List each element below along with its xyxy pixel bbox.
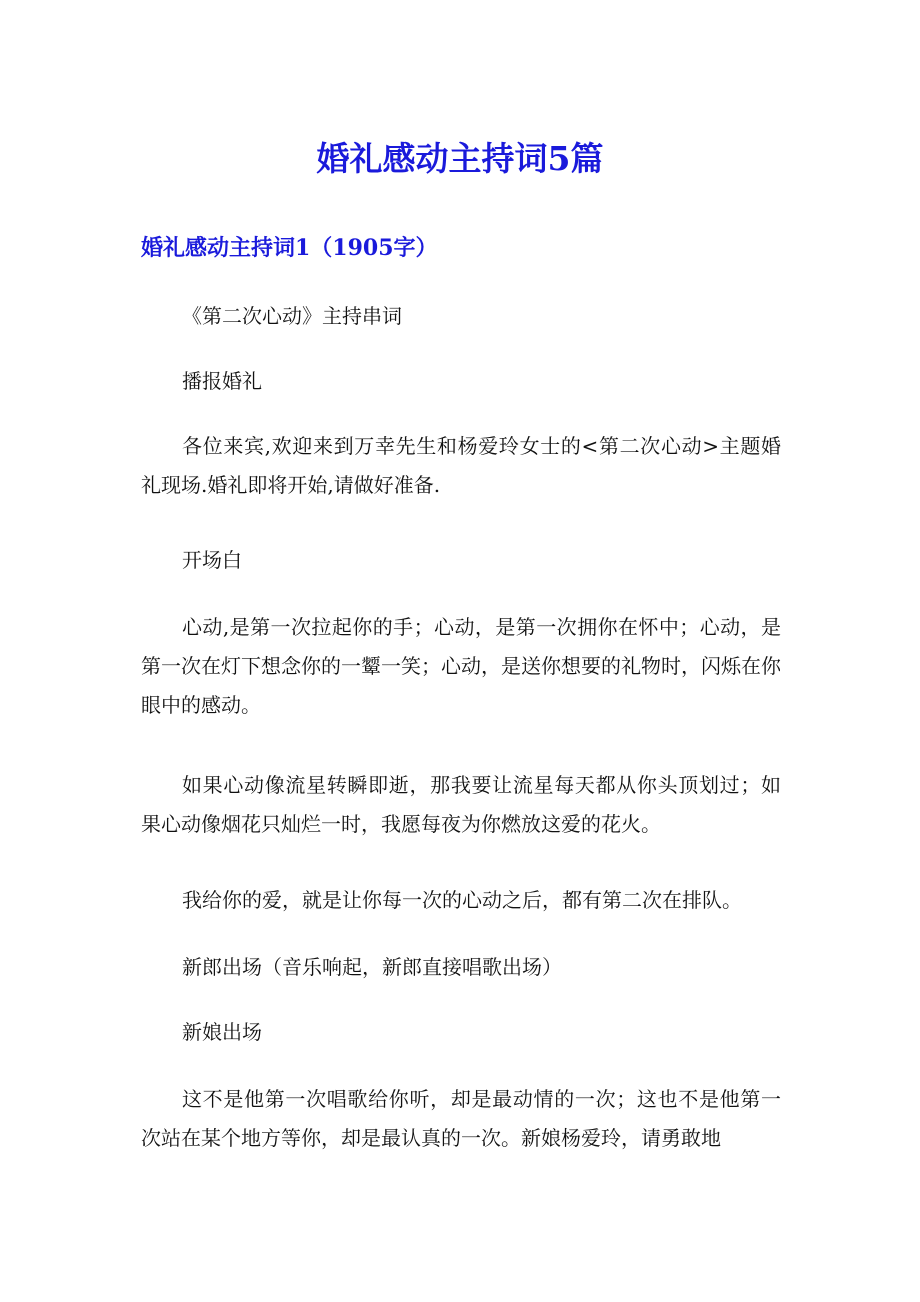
paragraph-1: 《第二次心动》主持串词 bbox=[182, 304, 402, 328]
paragraph-5: 心动,是第一次拉起你的手；心动，是第一次拥你在怀中；心动，是第一次在灯下想念你的一颦一笑；心动，是送你想要的礼物时，闪烁在你眼中的感动。 bbox=[141, 615, 781, 717]
section-heading: 婚礼感动主持词1（1905字） bbox=[141, 235, 438, 261]
document-title: 婚礼感动主持词5篇 bbox=[316, 139, 604, 178]
paragraph-9: 新娘出场 bbox=[182, 1020, 262, 1044]
paragraph-2: 播报婚礼 bbox=[182, 369, 262, 393]
paragraph-10: 这不是他第一次唱歌给你听，却是最动情的一次；这也不是他第一次站在某个地方等你，却是最认真的一次。新娘杨爱玲，请勇敢地 bbox=[141, 1087, 781, 1150]
paragraph-6: 如果心动像流星转瞬即逝，那我要让流星每天都从你头顶划过；如果心动像烟花只灿烂一时，我愿每夜为你燃放这爱的花火。 bbox=[141, 773, 781, 836]
paragraph-8: 新郎出场（音乐响起，新郎直接唱歌出场） bbox=[182, 955, 562, 979]
paragraph-7: 我给你的爱，就是让你每一次的心动之后，都有第二次在排队。 bbox=[182, 888, 742, 912]
paragraph-4: 开场白 bbox=[182, 548, 242, 572]
paragraph-3: 各位来宾,欢迎来到万幸先生和杨爱玲女士的<第二次心动>主题婚礼现场.婚礼即将开始,请做好准备. bbox=[141, 434, 781, 497]
